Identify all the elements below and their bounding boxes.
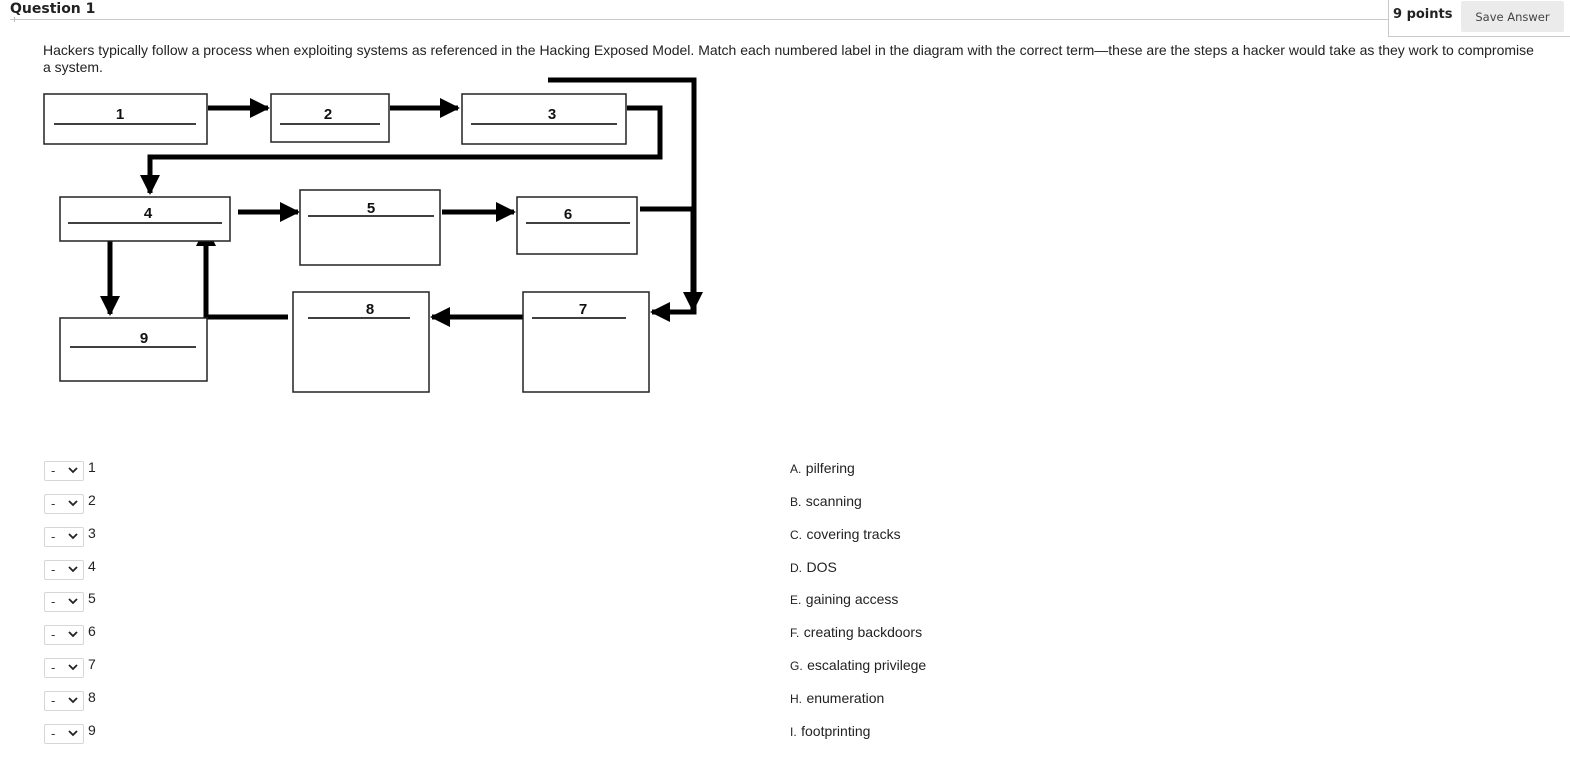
- selected-value: -: [51, 594, 56, 609]
- answer-item: [790, 493, 862, 515]
- answer-item: [790, 690, 884, 712]
- diagram-label-2: 2: [323, 106, 333, 123]
- match-select[interactable]: [44, 691, 84, 711]
- diagram-box-6: [517, 197, 637, 254]
- selected-value: -: [51, 562, 56, 577]
- answer-item: [790, 657, 926, 679]
- answer-term: footprinting: [801, 723, 871, 739]
- answer-item: [790, 591, 898, 613]
- match-number: 4: [88, 558, 96, 574]
- diagram-box-8: [293, 292, 429, 392]
- question-title: Question 1: [10, 1, 96, 17]
- answer-letter: B.: [790, 495, 802, 509]
- answer-letter: E.: [790, 593, 802, 607]
- match-select[interactable]: [44, 658, 84, 678]
- answer-item: [790, 526, 901, 548]
- match-select[interactable]: [44, 724, 84, 744]
- diagram-label-6: 6: [563, 206, 573, 223]
- match-select[interactable]: [44, 625, 84, 645]
- answer-letter: C.: [790, 528, 802, 542]
- diagram-label-1: 1: [115, 106, 125, 123]
- chevron-down-icon: [68, 631, 78, 638]
- answer-letter: G.: [790, 659, 803, 673]
- answer-letter: A.: [790, 462, 802, 476]
- match-select[interactable]: [44, 560, 84, 580]
- match-number: 8: [88, 689, 96, 705]
- match-select[interactable]: [44, 592, 84, 612]
- match-number: 2: [88, 492, 96, 508]
- match-select[interactable]: [44, 461, 84, 481]
- match-number: 3: [88, 525, 96, 541]
- answer-term: pilfering: [805, 460, 855, 476]
- chevron-down-icon: [68, 598, 78, 605]
- answer-term: enumeration: [806, 690, 885, 706]
- answer-letter: D.: [790, 561, 802, 575]
- question-header: [0, 0, 1570, 40]
- answer-item: [790, 460, 855, 482]
- answer-term: gaining access: [805, 591, 899, 607]
- diagram-label-9: 9: [139, 330, 149, 347]
- diagram-box-3: [462, 94, 626, 144]
- answer-term: covering tracks: [806, 526, 901, 542]
- selected-value: -: [51, 660, 56, 675]
- answer-term: scanning: [805, 493, 862, 509]
- chevron-down-icon: [68, 730, 78, 737]
- question-prompt: Hackers typically follow a process when exploiting systems as referenced in the Hacking Exposed Model. Match each numbered label in the diagram with the correct term—these are the steps a hacker would take as they work to compromise a system.: [43, 42, 1534, 75]
- diagram-label-4: 4: [143, 205, 153, 222]
- selected-value: -: [51, 693, 56, 708]
- save-answer-button[interactable]: Save Answer: [1461, 1, 1564, 32]
- selected-value: -: [51, 627, 56, 642]
- answer-item: [790, 559, 837, 581]
- answer-letter: I.: [790, 725, 797, 739]
- diagram-label-8: 8: [365, 301, 375, 318]
- match-select[interactable]: [44, 527, 84, 547]
- chevron-down-icon: [68, 533, 78, 540]
- answer-item: [790, 624, 922, 646]
- match-number: 7: [88, 656, 96, 672]
- chevron-down-icon: [68, 664, 78, 671]
- header-divider: [10, 19, 1388, 20]
- match-number: 6: [88, 623, 96, 639]
- hacking-process-diagram: [40, 76, 720, 446]
- answer-term: DOS: [806, 559, 837, 575]
- answer-item: [790, 723, 870, 745]
- match-number: 9: [88, 722, 96, 738]
- answer-term: escalating privilege: [807, 657, 927, 673]
- match-select[interactable]: [44, 494, 84, 514]
- chevron-down-icon: [68, 467, 78, 474]
- selected-value: -: [51, 726, 56, 741]
- diagram-box-1: [44, 94, 207, 144]
- chevron-down-icon: [68, 697, 78, 704]
- diagram-label-7: 7: [578, 301, 588, 318]
- selected-value: -: [51, 463, 56, 478]
- match-number: 5: [88, 590, 96, 606]
- selected-value: -: [51, 529, 56, 544]
- diagram-box-9: [60, 318, 207, 381]
- answer-letter: F.: [790, 626, 800, 640]
- match-number: 1: [88, 459, 96, 475]
- header-tick: [14, 17, 15, 22]
- diagram-label-3: 3: [547, 106, 557, 123]
- answer-letter: H.: [790, 692, 802, 706]
- selected-value: -: [51, 496, 56, 511]
- points-value: 9 points: [1393, 7, 1453, 22]
- chevron-down-icon: [68, 500, 78, 507]
- answer-term: creating backdoors: [803, 624, 923, 640]
- diagram-label-5: 5: [366, 200, 376, 217]
- chevron-down-icon: [68, 566, 78, 573]
